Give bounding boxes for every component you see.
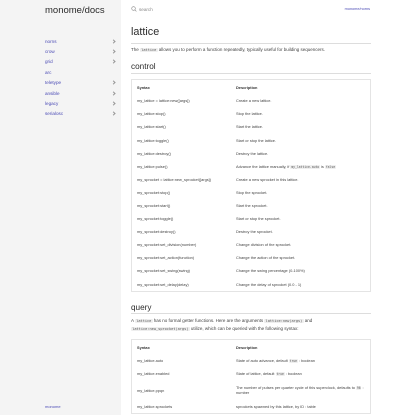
text-run: Start the sprocket. <box>236 203 268 208</box>
sidebar-item-label[interactable]: arc <box>45 69 52 75</box>
page-intro <box>131 46 371 54</box>
text-run: Change division of the sprocket. <box>236 242 292 248</box>
text-run: has no formal getter functions. Here are the arguments <box>152 317 265 323</box>
table-row <box>137 225 365 238</box>
text-run: Create a new lattice. <box>236 98 272 104</box>
sidebar-item-label[interactable]: norns <box>45 38 57 44</box>
description-cell <box>236 177 365 182</box>
sidebar-item-teletype[interactable] <box>45 78 117 88</box>
text-run: The <box>131 47 141 52</box>
description-cell <box>236 385 365 395</box>
text-run: Stop the lattice. <box>236 111 263 117</box>
chevron-right-icon <box>111 49 115 53</box>
text-run: Start or stop the sprocket. <box>236 216 281 222</box>
table-row <box>137 199 365 212</box>
column-header: Syntax <box>137 344 150 350</box>
description-cell <box>236 268 365 273</box>
text-run: Start the lattice. <box>236 124 264 130</box>
description-cell <box>236 371 365 376</box>
table-row <box>137 94 365 107</box>
text-run: Destroy the sprocket. <box>236 229 273 235</box>
syntax-cell: my_lattice:toggle() <box>137 137 169 143</box>
description-cell <box>236 242 365 247</box>
description-cell <box>236 124 365 129</box>
sidebar <box>0 0 121 415</box>
text-run: : number <box>236 385 364 396</box>
table-row <box>137 173 365 186</box>
table-row <box>137 160 365 173</box>
table-row <box>137 238 365 251</box>
page-title: lattice <box>131 26 160 38</box>
text-run: Change the delay of sprocket (0.0 - 1) <box>236 281 302 287</box>
title-divider <box>131 43 371 44</box>
syntax-cell: my_lattice.enabled <box>137 371 170 377</box>
text-run: Create a new sprocket in this lattice. <box>236 176 299 182</box>
inline-code: false <box>325 164 336 169</box>
table-row <box>137 251 365 264</box>
description-cell <box>236 216 365 221</box>
inline-code: 96 <box>356 386 361 391</box>
site-title[interactable]: monome/docs <box>45 5 105 16</box>
top-bar <box>121 0 415 20</box>
chevron-right-icon <box>111 81 115 85</box>
text-run: Change the action of the sprocket. <box>236 255 296 261</box>
description-cell <box>236 404 365 409</box>
table-header-row <box>137 340 365 354</box>
table-row <box>137 380 365 400</box>
repo-link[interactable]: monome/norns <box>344 7 370 11</box>
syntax-cell: my_lattice.sprockets <box>137 404 173 410</box>
text-run: Stop the sprocket. <box>236 189 268 195</box>
table-row <box>137 367 365 380</box>
table-row <box>137 186 365 199</box>
text-run: Change the swing percentage (0-100%) <box>236 268 305 274</box>
inline-code: lattice:new(args) <box>265 318 303 323</box>
inline-code: true <box>276 372 284 377</box>
inline-code: my_lattice.auto <box>291 164 320 169</box>
description-cell <box>236 203 365 208</box>
syntax-cell: my_sprocket:set_action(function) <box>137 255 195 261</box>
sidebar-item-crow[interactable] <box>45 46 117 56</box>
description-cell <box>236 255 365 260</box>
sidebar-item-arc[interactable] <box>45 67 117 77</box>
section-divider <box>131 73 371 74</box>
sidebar-item-label[interactable]: legacy <box>45 101 59 107</box>
table-row <box>137 133 365 146</box>
table-row <box>137 400 365 413</box>
inline-code: lattice:new_sprocket(args) <box>132 327 189 332</box>
syntax-cell: my_sprocket:set_division(number) <box>137 242 197 248</box>
text-run: allows you to perform a function repeatedly, typically useful for building sequencers. <box>157 47 326 52</box>
sidebar-item-ansible[interactable] <box>45 88 117 98</box>
chevron-right-icon <box>111 101 115 105</box>
inline-code: lattice <box>136 318 152 323</box>
table-header-row <box>137 80 365 94</box>
syntax-cell: my_sprocket = lattice:new_sprocket([args]) <box>137 176 212 182</box>
syntax-cell: my_lattice.auto <box>137 358 164 364</box>
syntax-cell: my_sprocket:stop() <box>137 189 171 195</box>
table-row <box>137 264 365 277</box>
sidebar-item-label[interactable]: crow <box>45 49 55 55</box>
text-run: Advance the lattice manually, if <box>236 163 291 169</box>
text-run: State of lattice, default <box>236 371 276 377</box>
syntax-cell: my_lattice.ppqn <box>137 387 165 393</box>
syntax-cell: my_lattice:start() <box>137 124 166 130</box>
sidebar-item-norns[interactable] <box>45 36 117 46</box>
syntax-cell: my_sprocket:destroy() <box>137 229 176 235</box>
sidebar-item-label[interactable]: ansible <box>45 90 60 96</box>
inline-code: true <box>289 359 298 364</box>
syntax-cell: my_sprocket:set_swing(swing) <box>137 268 190 274</box>
sidebar-item-label[interactable]: grid <box>45 59 53 65</box>
table-row <box>137 278 365 291</box>
control-table <box>131 79 371 291</box>
section-heading-control: control <box>131 62 156 72</box>
main-content <box>131 26 371 414</box>
text-run: : boolean <box>297 358 315 364</box>
text-run: The number of pulses per quarter cycle of this superclock, defaults to <box>236 385 357 391</box>
column-header: Description <box>236 84 258 90</box>
sidebar-item-serialosc[interactable] <box>45 109 117 119</box>
section-divider <box>131 313 371 314</box>
text-run: A <box>131 317 136 323</box>
syntax-cell: my_lattice:destroy() <box>137 150 171 156</box>
chevron-right-icon <box>111 91 115 95</box>
chevron-right-icon <box>111 112 115 116</box>
chevron-right-icon <box>111 39 115 43</box>
chevron-right-icon <box>111 60 115 64</box>
description-cell <box>236 164 365 169</box>
description-cell <box>236 151 365 156</box>
description-cell <box>236 358 365 363</box>
text-run: Destroy the lattice. <box>236 150 269 156</box>
table-row <box>137 120 365 133</box>
syntax-cell: my_lattice:pulse() <box>137 163 168 169</box>
search-icon <box>131 6 137 12</box>
description-cell <box>236 190 365 195</box>
description-cell <box>236 229 365 234</box>
text-run: utilize, which can be queried with the following syntax: <box>189 326 299 332</box>
sidebar-item-label[interactable]: serialosc <box>45 111 64 117</box>
syntax-cell: my_lattice = lattice:new([args]) <box>137 98 190 104</box>
footer-link[interactable]: monome <box>45 404 61 409</box>
text-run: : boolean <box>284 371 302 377</box>
description-cell <box>236 111 365 116</box>
inline-code: lattice <box>141 48 157 52</box>
column-header: Description <box>236 344 258 350</box>
text-run: State of auto advance, default <box>236 358 289 364</box>
table-row <box>137 212 365 225</box>
text-run: and <box>303 317 313 323</box>
description-cell <box>236 98 365 103</box>
table-row <box>137 147 365 160</box>
search-input[interactable] <box>139 5 279 13</box>
syntax-cell: my_sprocket:set_delay(delay) <box>137 281 189 287</box>
syntax-cell: my_sprocket:toggle() <box>137 216 174 222</box>
table-row <box>137 107 365 120</box>
description-cell <box>236 282 365 287</box>
description-cell <box>236 138 365 143</box>
text-run: sprockets spawned by this lattice, by ID : table <box>236 404 316 410</box>
column-header: Syntax <box>137 84 150 90</box>
sidebar-item-label[interactable]: teletype <box>45 80 62 86</box>
sidebar-item-grid[interactable] <box>45 57 117 67</box>
syntax-cell: my_lattice:stop() <box>137 111 166 117</box>
table-row <box>137 354 365 367</box>
section-heading-query: query <box>131 302 152 312</box>
query-intro <box>131 317 371 335</box>
query-table <box>131 339 371 414</box>
text-run: is <box>319 163 325 169</box>
syntax-cell: my_sprocket:start() <box>137 203 171 208</box>
sidebar-item-legacy[interactable] <box>45 98 117 108</box>
sidebar-nav <box>45 36 117 119</box>
text-run: Start or stop the lattice. <box>236 137 277 143</box>
